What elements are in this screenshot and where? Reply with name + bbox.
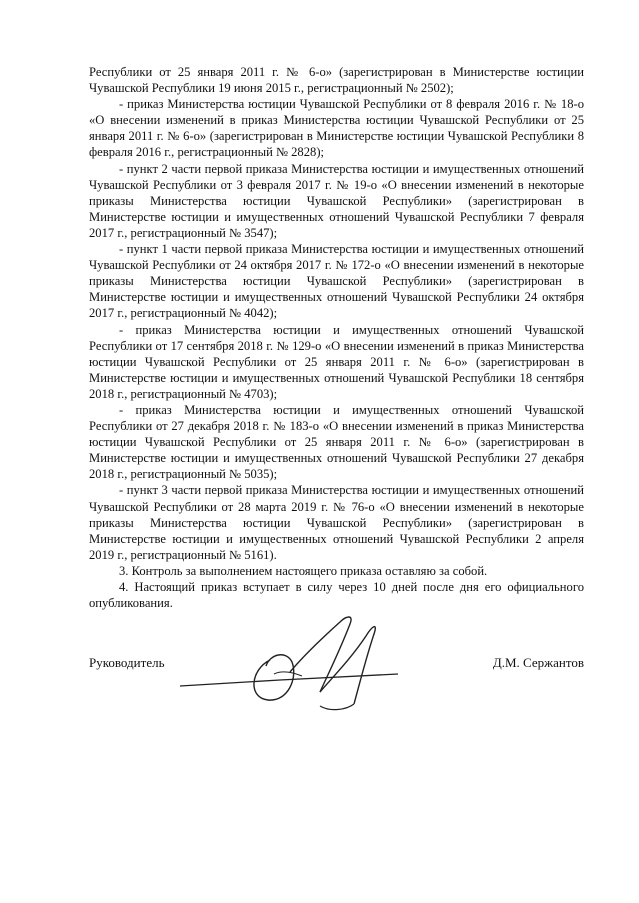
list-item-order-2016: - приказ Министерства юстиции Чувашской Республики от 8 февраля 2016 г. № 18-о «О внесении изменений в приказ Министерства юстиции Чувашской Республики от 25 января 2011 г. № 6-о» (зарегистрирован в Министерстве юстиции Чувашской Республики 8 февраля 2016 г., регистрационный № 2828); (89, 97, 584, 160)
list-item-order-feb-2017: - пункт 2 части первой приказа Министерства юстиции и имущественных отношений Чувашской Республики от 3 февраля 2017 г. № 19-о «О внесении изменений в некоторые приказы Министерства юстиции Чувашской Республики» (зарегистрирован в Министерстве юстиции и имущественных отношений Чувашской Республики 7 февраля 2017 г., регистрационный № 3547); (89, 161, 584, 240)
list-item-order-sep-2018: - приказ Министерства юстиции и имущественных отношений Чувашской Республики от 17 сентября 2018 г. № 129-о «О внесении изменений в приказ Министерства юстиции Чувашской Республики от 25 января 2011 г. № 6-о» (зарегистрирован в Министерстве юстиции и имущественных отношений Чувашской Республики 18 сентября 2018 г., регистрационный № 4703); (89, 322, 584, 401)
document-body (89, 64, 584, 611)
signature-line (89, 655, 584, 679)
list-item-order-oct-2017: - пункт 1 части первой приказа Министерства юстиции и имущественных отношений Чувашской Республики от 24 октября 2017 г. № 172-о «О внесении изменений в некоторые приказы Министерства юстиции Чувашской Республики» (зарегистрирован в Министерстве юстиции и имущественных отношений Чувашской Республики 24 октября 2017 г., регистрационный № 4042); (89, 242, 584, 321)
position-title: Руководитель (89, 655, 165, 670)
list-item-order-mar-2019: - пункт 3 части первой приказа Министерства юстиции и имущественных отношений Чувашской Республики от 28 марта 2019 г. № 76-о «О внесении изменений в некоторые приказы Министерства юстиции Чувашской Республики» (зарегистрирован в Министерстве юстиции и имущественных отношений Чувашской Республики 2 апреля 2019 г., регистрационный № 5161). (89, 483, 584, 562)
list-item-order-dec-2018: - приказ Министерства юстиции и имущественных отношений Чувашской Республики от 27 декабря 2018 г. № 183-о «О внесении изменений в приказ Министерства юстиции Чувашской Республики от 25 января 2011 г. № 6-о» (зарегистрирован в Министерстве юстиции и имущественных отношений Чувашской Республики 27 декабря 2018 г., регистрационный № 5035); (89, 402, 584, 482)
clause-3-control: 3. Контроль за выполнением настоящего приказа оставляю за собой. (119, 563, 488, 578)
clause-4-effective-date: 4. Настоящий приказ вступает в силу через 10 дней после дня его официального опубликования. (89, 580, 584, 611)
signer-name: Д.М. Сержантов (492, 655, 584, 670)
paragraph-continuation: Республики от 25 января 2011 г. № 6-о» (зарегистрирован в Министерстве юстиции Чувашской Республики 19 июня 2015 г., регистрационный № 2502); (89, 65, 584, 96)
